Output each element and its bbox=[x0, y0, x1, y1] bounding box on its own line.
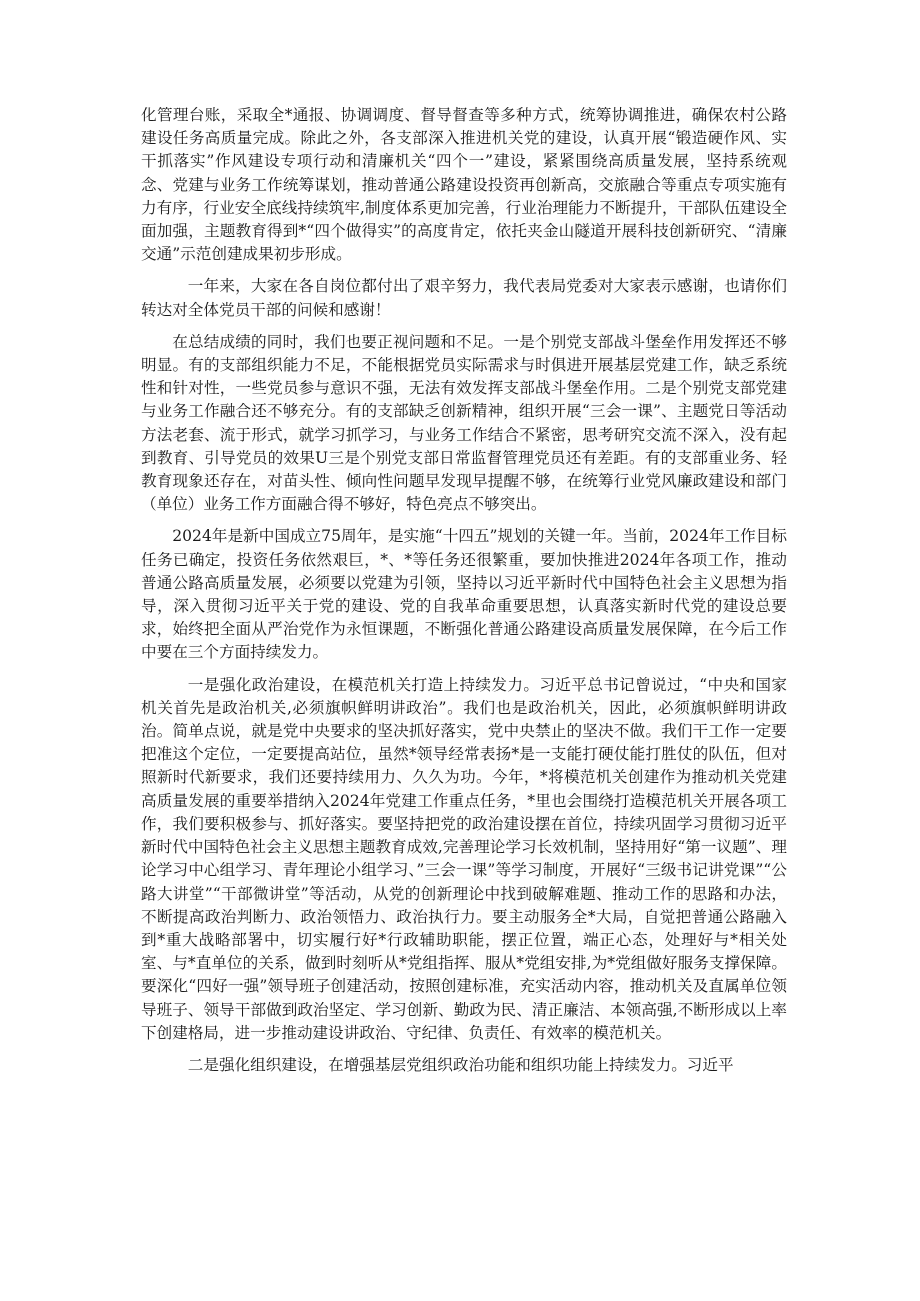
paragraph-1: 化管理台账，采取全*通报、协调调度、督导督查等多种方式，统筹协调推进，确保农村公路建设任务高质量完成。除此之外，各支部深入推进机关党的建设，认真开展“锻造硬作风、实干抓落实”作风建设专项行动和清廉机关“四个一”建设，紧紧围绕高质量发展，坚持系统观念、党建与业务工作统筹谋划，推动普通公路建设投资再创新高，交旅融合等重点专项实施有力有序，行业安全底线持续筑牢,制度体系更加完善，行业治理能力不断提升，干部队伍建设全面加强，主题教育得到*“四个做得实”的高度肯定，依托夹金山隧道开展科技创新研究、“清廉交通”示范创建成果初步形成。 bbox=[141, 106, 787, 264]
paragraph-4: 2024年是新中国成立75周年，是实施“十四五”规划的关键一年。当前，2024年工作目标任务已确定，投资任务依然艰巨，*、*等任务还很繁重，要加快推进2024年各项工作，推动普通公路高质量发展，必须要以党建为引领，坚持以习近平新时代中国特色社会主义思想为指导，深入贯彻习近平关于党的建设、党的自我革命重要思想，认真落实新时代党的建设总要求，始终把全面从严治党作为永恒课题，不断强化普通公路建设高质量发展保障，在今后工作中要在三个方面持续发力。 bbox=[141, 527, 787, 662]
paragraph-2: 一年来，大家在各自岗位都付出了艰辛努力，我代表局党委对大家表示感谢，也请你们转达对全体党员干部的问候和感谢！ bbox=[141, 277, 787, 319]
document-body bbox=[141, 104, 787, 1077]
paragraph-6: 二是强化组织建设，在增强基层党组织政治功能和组织功能上持续发力。习近平 bbox=[187, 1055, 734, 1074]
paragraph-3: 在总结成绩的同时，我们也要正视问题和不足。一是个别党支部战斗堡垒作用发挥还不够明显。有的支部组织能力不足，不能根据党员实际需求与时俱进开展基层党建工作，缺乏系统性和针对性，一些党员参与意识不强，无法有效发挥支部战斗堡垒作用。二是个别党支部党建与业务工作融合还不够充分。有的支部缺乏创新精神，组织开展“三会一课”、主题党日等活动方法老套、流于形式，就学习抓学习，与业务工作结合不紧密，思考研究交流不深入，没有起到教育、引导党员的效果U三是个别党支部日常监督管理党员还有差距。有的支部重业务、轻教育现象还存在，对苗头性、倾向性问题早发现早提醒不够，在统筹行业党风廉政建设和部门（单位）业务工作方面融合得不够好，特色亮点不够突出。 bbox=[141, 332, 787, 514]
paragraph-5: 一是强化政治建设，在模范机关打造上持续发力。习近平总书记曾说过，“中央和国家机关首先是政治机关,必须旗帜鲜明讲政治”。我们也是政治机关，因此，必须旗帜鲜明讲政治。简单点说，就是党中央要求的坚决抓好落实，党中央禁止的坚决不做。我们干工作一定要把准这个定位，一定要提高站位，虽然*领导经常表扬*是一支能打硬仗能打胜仗的队伍，但对照新时代新要求，我们还要持续用力、久久为功。今年，*将模范机关创建作为推动机关党建高质量发展的重要举措纳入2024年党建工作重点任务，*里也会围绕打造模范机关开展各项工作，我们要积极参与、抓好落实。要坚持把党的政治建设摆在首位，持续巩固学习贯彻习近平新时代中国特色社会主义思想主题教育成效,完善理论学习长效机制，坚持用好“第一议题”、理论学习中心组学习、青年理论小组学习、”三会一课”等学习制度，开展好“三级书记讲党课”“公路大讲堂”“干部微讲堂”等活动，从党的创新理论中找到破解难题、推动工作的思路和办法，不断提高政治判断力、政治领悟力、政治执行力。要主动服务全*大局，自觉把普通公路融入到*重大战略部署中，切实履行好*行政辅助职能，摆正位置，端正心态，处理好与*相关处室、与*直单位的关系，做到时刻听从*党组指挥、服从*党组安排,为*党组做好服务支撑保障。要深化“四好一强”领导班子创建活动，按照创建标准，充实活动内容，推动机关及直属单位领导班子、领导干部做到政治坚定、学习创新、勤政为民、清正廉洁、本领高强,不断形成以上率下创建格局，进一步推动建设讲政治、守纪律、负责任、有效率的模范机关。 bbox=[141, 675, 787, 1042]
